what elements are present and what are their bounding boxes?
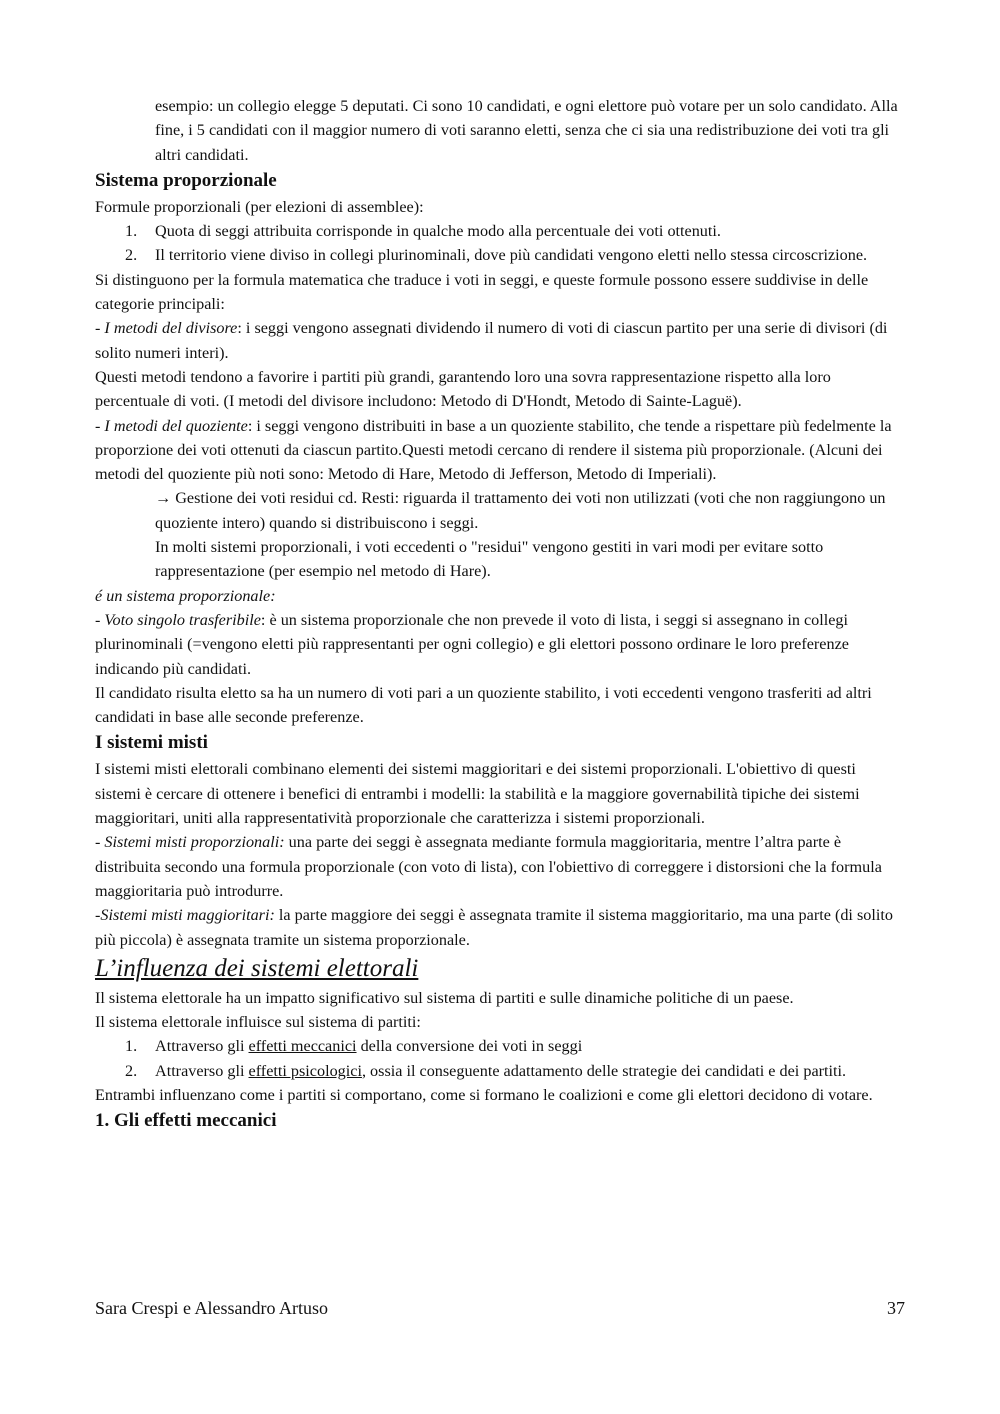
underlined-term: effetti meccanici [248, 1037, 357, 1056]
italic-note: é un sistema proporzionale: [95, 586, 276, 605]
paragraph-influisce: Il sistema elettorale influisce sul sistema di partiti: [95, 1013, 421, 1032]
paragraph-favorire: Questi metodi tendono a favorire i partiti più grandi, garantendo loro una sovra rappresentazione rispetto alla loro percentuale di voti. (I metodi del divisore includono: Metodo di D'Hondt, Metodo di Sainte-Laguë). [95, 367, 831, 411]
paragraph-impatto: Il sistema elettorale ha un impatto significativo sul sistema di partiti e sulle dinamiche politiche di un paese. [95, 988, 794, 1007]
paragraph-e-un-sistema [95, 584, 905, 608]
text-misti-proporzionali: una parte dei seggi è assegnata mediante formula maggioritaria, mentre l’altra parte è distribuita secondo una formula proporzionale (con voto di lista), con l'obiettivo di correggere i distorsioni che la formula maggioritaria può introdurre. [95, 833, 882, 900]
heading-effetti-meccanici: 1. Gli effetti meccanici [95, 1110, 277, 1132]
list-effetti [95, 1034, 905, 1083]
list-number: 2. [125, 246, 138, 265]
text-misti-maggioritari: la parte maggiore dei seggi è assegnata tramite il sistema maggioritario, ma una parte (di solito più piccola) è assegnata tramite un sistema proporzionale. [95, 906, 893, 949]
list-formule [95, 219, 905, 268]
paragraph-candidato-eletto: Il candidato risulta eletto sa ha un numero di voti pari a un quoziente stabilito, i voti eccedenti vengono trasferiti ad altri candidati in base alle seconde preferenze. [95, 683, 872, 727]
term-misti-proporzionali: - Sistemi misti proporzionali: [95, 833, 285, 852]
term-metodi-quoziente: - I metodi del quoziente [95, 416, 248, 435]
paragraph-intro: esempio: un collegio elegge 5 deputati. Ci sono 10 candidati, e ogni elettore può votare per un solo candidato. Alla fine, i 5 candidati con il maggior numero di voti saranno eletti, senza che ci sia una redistribuzione dei voti tra gli altri candidati. [155, 97, 898, 164]
underlined-term: effetti psicologici [248, 1061, 362, 1080]
list-item [95, 219, 905, 243]
paragraph-misti: I sistemi misti elettorali combinano elementi dei sistemi maggioritari e dei sistemi proporzionali. L'obiettivo di questi sistemi è cercare di ottenere i benefici di entrambi i modelli: la stabilità e la maggiore governabilità tipiche dei sistemi maggioritari, uniti alla rappresentatività proporzionale che caratterizza i sistemi proporzionali. [95, 760, 860, 828]
heading-sistemi-misti: I sistemi misti [95, 732, 208, 754]
paragraph-entrambi: Entrambi influenzano come i partiti si comportano, come si formano le coalizioni e come gli elettori decidono di votare. [95, 1085, 873, 1104]
paragraph-misti-proporzionali [95, 830, 905, 903]
paragraph-metodi-divisore [95, 316, 905, 365]
paragraph-distinguono: Si distinguono per la formula matematica che traduce i voti in seggi, e queste formule possono essere suddivise in delle categorie principali: [95, 270, 869, 314]
list-number: 1. [125, 1037, 138, 1056]
list-item-text: Attraverso gli [155, 1061, 249, 1080]
footer-authors: Sara Crespi e Alessandro Artuso [95, 1298, 328, 1318]
text-voto-singolo: : è un sistema proporzionale che non prevede il voto di lista, i seggi si assegnano in collegi plurinominali (=vengono eletti più rappresentanti per ogni collegio) e gli elettori possono ordinare le loro preferenze indicando più candidati. [95, 610, 849, 678]
text-metodi-divisore: : i seggi vengono assegnati dividendo il numero di voti di ciascun partito per una serie di divisori (di solito numeri interi). [95, 319, 888, 362]
term-metodi-divisore: - I metodi del divisore [95, 319, 238, 338]
term-voto-singolo: - Voto singolo trasferibile [95, 610, 261, 629]
list-item-text: Attraverso gli [155, 1037, 249, 1056]
paragraph-voto-singolo [95, 608, 905, 681]
page-number: 37 [887, 1298, 905, 1318]
paragraph-gestione-resti: → Gestione dei voti residui cd. Resti: riguarda il trattamento dei voti non utilizzati (voti che non raggiungono un quoziente intero) quando si distribuiscono i seggi. [155, 489, 886, 532]
list-item-text: della conversione dei voti in seggi [356, 1037, 583, 1056]
paragraph-formule: Formule proporzionali (per elezioni di assemblee): [95, 197, 424, 216]
heading-influenza: L’influenza dei sistemi elettorali [95, 954, 419, 982]
paragraph-misti-maggioritari [95, 903, 905, 952]
list-item-text: , ossia il conseguente adattamento delle strategie dei candidati e dei partiti. [361, 1061, 847, 1080]
list-item-text: Quota di seggi attribuita corrisponde in qualche modo alla percentuale dei voti ottenuti. [155, 222, 721, 241]
list-number: 2. [125, 1061, 138, 1080]
list-item-text: Il territorio viene diviso in collegi plurinominali, dove più candidati vengono eletti nello stessa circoscrizione. [155, 246, 868, 265]
list-item [95, 243, 905, 267]
document-page [95, 94, 905, 1135]
list-item [95, 1059, 905, 1083]
paragraph-metodi-quoziente [95, 414, 905, 487]
page-footer [95, 1296, 905, 1320]
list-item [95, 1034, 905, 1058]
heading-sistema-proporzionale: Sistema proporzionale [95, 169, 277, 191]
list-number: 1. [125, 222, 138, 241]
paragraph-residui: In molti sistemi proporzionali, i voti eccedenti o "residui" vengono gestiti in vari modi per evitare sotto rappresentazione (per esempio nel metodo di Hare). [155, 538, 824, 581]
term-misti-maggioritari: -Sistemi misti maggioritari: [95, 906, 275, 925]
text-metodi-quoziente: : i seggi vengono distribuiti in base a un quoziente stabilito, che tende a rispettare più fedelmente la proporzione dei voti ottenuti da ciascun partito.Questi metodi cercano di rendere il sistema più proporzionale. (Alcuni dei metodi del quoziente più noti sono: Metodo di Hare, Metodo di Jefferson, Metodo di Imperiali). [95, 416, 892, 484]
